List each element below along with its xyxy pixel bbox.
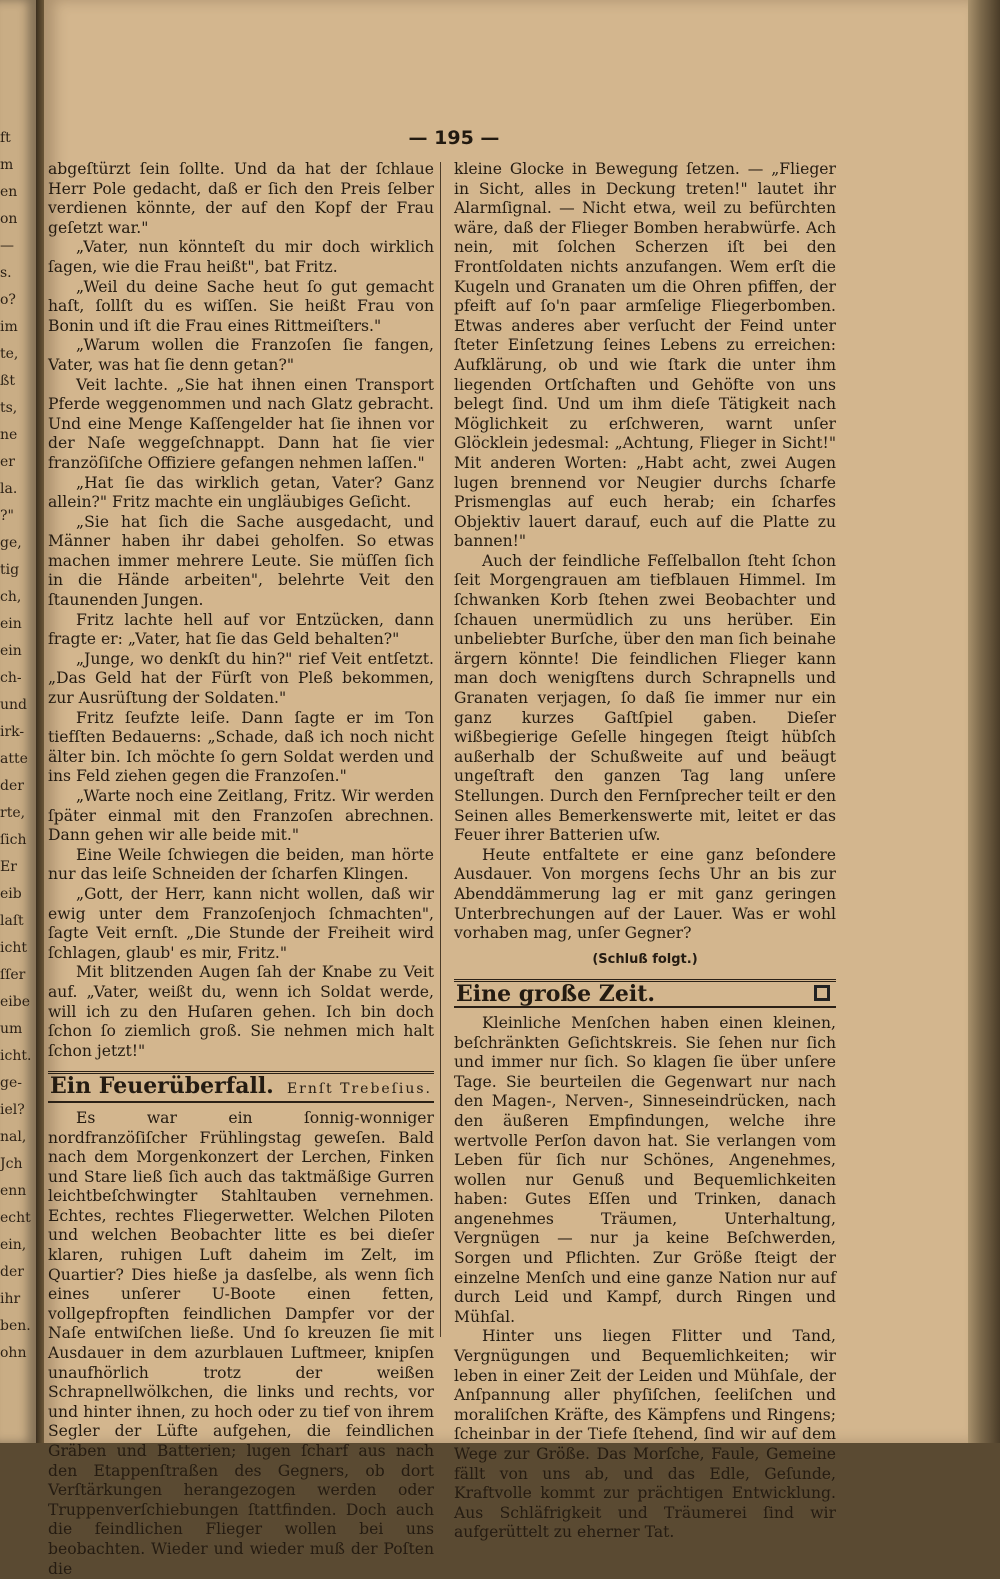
margin-fragment: s. xyxy=(0,265,12,281)
article-continuation xyxy=(454,160,836,944)
paragraph: Fritz ſeufzte leiſe. Dann ſagte er im Ton tiefſten Bedauerns: „Schade, daß ich noch nicht älter bin. Ich möchte ſo gern Soldat werden und ins Feld ziehen gegen die Franzoſen." xyxy=(48,708,434,786)
paragraph: abgeſtürzt ſein ſollte. Und da hat der ſchlaue Herr Pole gedacht, daß er ſich den Preis ſelber verdienen könnte, der auf den Kopf der Frau geſetzt war." xyxy=(48,160,434,237)
story-continuation xyxy=(48,160,434,1061)
paragraph: Kleinliche Menſchen haben einen kleinen, beſchränkten Geſichtskreis. Sie ſehen nur ſich und immer nur ſich. So klagen ſie über unſere Tage. Sie beurteilen die Gegenwart nur nach den Magen-, Nerven-, Sinneseindrücken, nach den äußeren Empfindungen, welche ihre wertvolle Perſon davon hat. Sie verlangen vom Leben für ſich nur Schönes, Angenehmes, wollen nur Genuß und Bequemlichkeiten haben: Gutes Eſſen und Trinken, danach angenehmes Träumen, Unterhaltung, Vergnügen — nur ja keine Beſchwerden, Sorgen und Pflichten. Zur Größe ſteigt der einzelne Menſch und eine ganze Nation nur auf durch Leid und Kampf, durch Ringen und Mühſal. xyxy=(454,1013,836,1326)
margin-fragment: te, xyxy=(0,346,19,362)
paragraph: Auch der feindliche Feſſelballon ſteht ſchon ſeit Morgengrauen am tiefblauen Himmel. Im ſchwanken Korb ſtehen zwei Beobachter und ſchauen unermüdlich zu uns herüber. Ein unbeliebter Burſche, über den man ſich beinahe ärgern könnte! Die feindlichen Flieger kann man doch wenigſtens durch Schrapnells und Granaten verjagen, ſo daß ſie immer nur ein ganz kurzes Gaſtſpiel gaben. Dieſer wißbegierige Geſelle hingegen ſteigt hübſch außerhalb der Schußweite auf und beäugt ungeſtraft den ganzen Tag lang unſere Stellungen. Durch den Fernſprecher teilt er den Seinen alles Bemerkenswerte mit, leitet er das Feuer ihrer Batterien uſw. xyxy=(454,551,836,845)
continued-note: (Schluß folgt.) xyxy=(592,951,698,967)
paragraph: „Warte noch eine Zeitlang, Fritz. Wir werden ſpäter einmal mit den Franzoſen abrechnen. Dann gehen wir alle beide mit." xyxy=(48,787,434,845)
margin-fragment: der xyxy=(0,1264,24,1280)
margin-fragment: irk- xyxy=(0,724,25,740)
margin-fragment: atte xyxy=(0,751,28,767)
book-gutter xyxy=(36,0,44,1443)
margin-fragment: icht. xyxy=(0,1048,32,1064)
margin-fragment: eib xyxy=(0,886,22,902)
article-title: Ein Feuerüberfall. xyxy=(50,1073,274,1100)
article-author: Ernſt Trebeſius. xyxy=(286,1081,432,1098)
essay-title: Eine große Zeit. xyxy=(456,981,656,1008)
margin-fragment: ohn xyxy=(0,1345,27,1361)
paragraph: „Warum wollen die Franzoſen ſie fangen, Vater, was hat ſie denn getan?" xyxy=(48,336,434,374)
margin-fragment: ge, xyxy=(0,535,22,551)
margin-fragment: nal, xyxy=(0,1129,27,1145)
paragraph: „Sie hat ſich die Sache ausgedacht, und Männer haben ihr dabei geholfen. So etwas machen immer mehrere Leute. Sie müſſen ſich in die Hände arbeiten", belehrte Veit den ſtaunenden Jungen. xyxy=(48,512,434,610)
margin-fragment: ge- xyxy=(0,1075,22,1091)
margin-fragment: eibe xyxy=(0,994,31,1010)
margin-fragment: er xyxy=(0,454,15,470)
margin-fragment: ben. xyxy=(0,1318,31,1334)
book-page xyxy=(44,0,968,1578)
page-edge xyxy=(968,0,1000,1443)
margin-fragment: ihr xyxy=(0,1291,21,1307)
page-number: — 195 — xyxy=(408,127,500,149)
paragraph: kleine Glocke in Bewegung ſetzen. — „Flieger in Sicht, alles in Deckung treten!" lautet ihr Alarmſignal. — Nicht etwa, weil zu befürchten wäre, daß der Flieger Bomben herabwürfe. Ach nein, mit ſolchen Scherzen iſt bei den Frontſoldaten nichts anzufangen. Wem erſt die Kugeln und Granaten um die Ohren pfiffen, der pfeift auf ſo'n paar armſelige Fliegerbomben. Etwas anderes aber verſucht der Feind unter ſteter Einſetzung ſeines Lebens zu erreichen: Aufklärung, ob und wie ſtark die unter ihm liegenden Ortſchaften und Gehöfte von uns belegt ſind. Und um ihm dieſe Tätigkeit nach Möglichkeit zu erſchweren, warnt unſer Glöcklein jedesmal: „Achtung, Flieger in Sicht!" Mit anderen Worten: „Habt acht, zwei Augen lugen brennend vor Neugier durchs ſcharfe Prismenglas auf euch herab; ein ſcharfes Objektiv lauert darauf, euch auf die Platte zu bannen!" xyxy=(454,160,836,551)
margin-fragment: ts, xyxy=(0,400,18,416)
margin-fragment: tig xyxy=(0,562,20,578)
margin-fragment: ?" xyxy=(0,508,14,524)
paragraph: „Weil du deine Sache heut ſo gut gemacht haſt, ſollſt du es wiſſen. Sie heißt Frau von Bonin und iſt die Frau eines Rittmeiſters." xyxy=(48,277,434,335)
margin-fragment: der xyxy=(0,778,24,794)
margin-fragment: ßt xyxy=(0,373,15,389)
margin-fragment: Jch xyxy=(0,1156,23,1172)
paragraph: Fritz lachte hell auf vor Entzücken, dann fragte er: „Vater, hat ſie das Geld behalten?" xyxy=(48,610,434,649)
paragraph: Heute entfaltete er eine ganz beſondere Ausdauer. Von morgens ſechs Uhr an bis zur Abenddämmerung lag er mit ganz geringen Unterbrechungen auf der Lauer. Was er wohl vorhaben mag, unſer Gegner? xyxy=(454,845,836,943)
margin-fragment: la. xyxy=(0,481,18,497)
margin-fragment: en xyxy=(0,184,18,200)
article-body xyxy=(48,1109,434,1579)
right-column xyxy=(454,160,836,1543)
paragraph: „Hat ſie das wirklich getan, Vater? Ganz allein?" Fritz machte ein ungläubiges Geſicht. xyxy=(48,473,434,512)
margin-fragment: ein xyxy=(0,616,22,632)
margin-fragment: ch, xyxy=(0,589,22,605)
margin-fragment: um xyxy=(0,1021,23,1037)
paragraph: „Vater, nun könnteſt du mir doch wirklich ſagen, wie die Frau heißt", bat Fritz. xyxy=(48,238,434,276)
margin-fragment: ein xyxy=(0,643,22,659)
margin-fragment: on xyxy=(0,211,18,227)
margin-fragment: ein, xyxy=(0,1237,27,1253)
paragraph: Hinter uns liegen Flitter und Tand, Vergnügungen und Bequemlichkeiten; wir leben in einer Zeit der Leiden und Mühſale, der Anſpannung aller phyſiſchen, ſeeliſchen und moraliſchen Kräfte, des Kämpfens und Ringens; ſcheinbar in der Tiefe ſtehend, ſind wir auf dem Wege zur Größe. Das Morſche, Faule, Gemeine fällt von uns ab, und das Edle, Geſunde, Kraftvolle kommt zur prächtigen Entwicklung. Aus Schläfrigkeit und Träumerei ſind wir aufgerüttelt zu eherner Tat. xyxy=(454,1327,836,1542)
adjacent-page-fragment xyxy=(0,0,36,1443)
margin-fragment: rte, xyxy=(0,805,26,821)
margin-fragment: iel? xyxy=(0,1102,25,1118)
article-header xyxy=(48,1071,434,1103)
paragraph: Mit blitzenden Augen ſah der Knabe zu Veit auf. „Vater, weißt du, wenn ich Soldat werde, will ich zu den Huſaren gehen. Ich bin doch ſchon ſo ziemlich groß. Sie nehmen mich halt ſchon jetzt!" xyxy=(48,963,434,1060)
margin-fragment: ne xyxy=(0,427,18,443)
paragraph: Eine Weile ſchwiegen die beiden, man hörte nur das leiſe Schneiden der ſcharfen Klingen. xyxy=(48,845,434,884)
margin-fragment: — xyxy=(0,238,14,254)
margin-fragment: echt xyxy=(0,1210,31,1226)
margin-fragment: ch- xyxy=(0,670,22,686)
margin-fragment: enn xyxy=(0,1183,27,1199)
margin-fragment: ſich xyxy=(0,832,27,848)
paragraph: „Junge, wo denkſt du hin?" rief Veit entſetzt. „Das Geld hat der Fürſt von Pleß bekommen, zur Ausrüſtung der Soldaten." xyxy=(48,649,434,708)
left-column xyxy=(48,160,434,1579)
square-ornament-icon xyxy=(814,985,830,1001)
essay-header xyxy=(454,979,836,1008)
margin-fragment: m xyxy=(0,157,14,173)
paragraph: „Gott, der Herr, kann nicht wollen, daß wir ewig unter dem Franzoſenjoch ſchmachten", ſagte Veit ernſt. „Die Stunde der Freiheit wird ſchlagen, glaub' es mir, Fritz." xyxy=(48,884,434,962)
margin-fragment: ſſer xyxy=(0,967,26,983)
margin-fragment: Er xyxy=(0,859,17,875)
margin-fragment: und xyxy=(0,697,27,713)
paragraph: Veit lachte. „Sie hat ihnen einen Transport Pferde weggenommen und nach Glatz gebracht. Und eine Menge Kaſſengelder hat ſie ihnen vor der Naſe weggeſchnappt. Dann hat ſie vier franzöſiſche Offiziere gefangen nehmen laſſen." xyxy=(48,375,434,472)
column-divider xyxy=(440,162,441,1337)
margin-fragment: ft xyxy=(0,130,11,146)
margin-fragment: laſt xyxy=(0,913,24,929)
margin-fragment: icht xyxy=(0,940,27,956)
margin-fragment: o? xyxy=(0,292,16,308)
margin-fragment: im xyxy=(0,319,18,335)
paragraph: Es war ein ſonnig-wonniger nordfranzöſiſcher Frühlingstag geweſen. Bald nach dem Morgenkonzert der Lerchen, Finken und Stare ließ ſich auch das taktmäßige Gurren leichtbeſchwingter Stahltauben vernehmen. Echtes, rechtes Fliegerwetter. Welchen Piloten und welchen Beobachter litte es bei dieſer klaren, ruhigen Luft daheim im Zelt, im Quartier? Dies hieße ja dasſelbe, als wenn ſich eines unſerer U-Boote einen fetten, vollgepfropften feindlichen Dampfer vor der Naſe entwiſchen ließe. Und ſo kreuzen ſie mit Ausdauer in dem azurblauen Luftmeer, knipſen unaufhörlich trotz der weißen Schrapnellwölkchen, die links und rechts, vor und hinter ihnen, zu hoch oder zu tief von ihrem Segler der Lüfte aufgehen, die feindlichen Gräben und Batterien; lugen ſcharf aus nach den Etappenſtraßen des Gegners, ob dort Verſtärkungen herangezogen werden oder Truppenverſchiebungen ſtattfinden. Doch auch die feindlichen Flieger wollen bei uns beobachten. Wieder und wieder muß der Poſten die xyxy=(48,1108,434,1578)
essay-body xyxy=(454,1014,836,1543)
